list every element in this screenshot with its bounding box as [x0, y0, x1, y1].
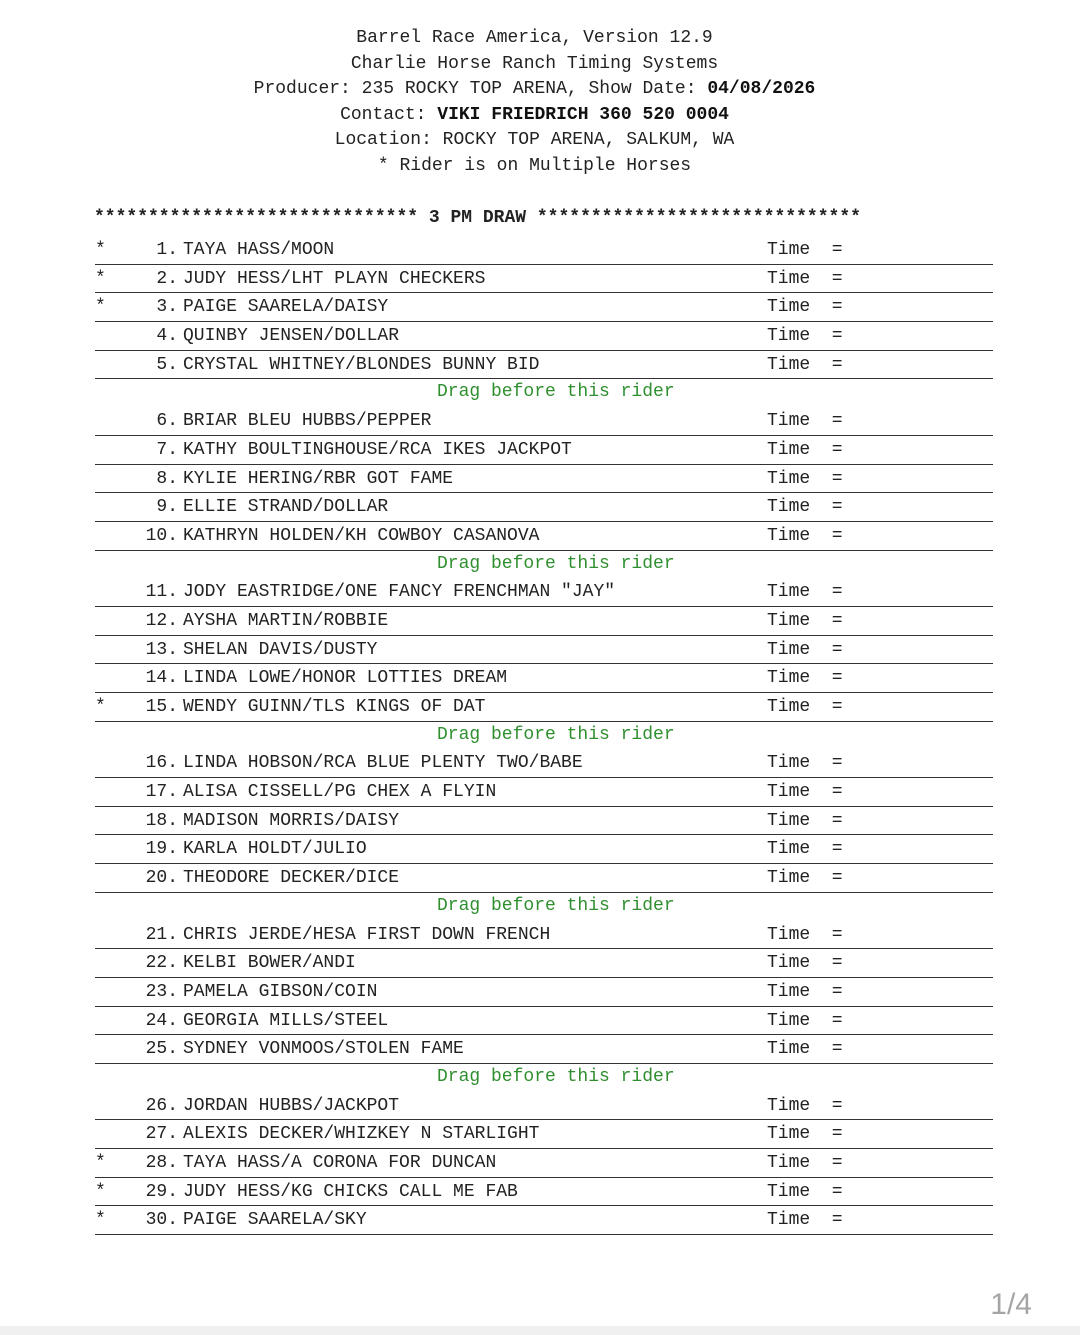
rider-number: 13. — [145, 639, 178, 660]
time-label: Time = — [767, 1124, 843, 1145]
drag-divider — [95, 1064, 993, 1092]
rider-horse-name: AYSHA MARTIN/ROBBIE — [183, 610, 389, 631]
rider-number: 10. — [145, 525, 178, 546]
time-label: Time = — [767, 868, 843, 889]
show-date: 04/08/2026 — [707, 79, 816, 100]
drag-label: Drag before this rider — [437, 724, 675, 745]
rider-number: 7. — [156, 439, 178, 460]
rider-horse-name: BRIAR BLEU HUBBS/PEPPER — [183, 411, 432, 432]
rider-row — [95, 835, 993, 864]
time-label: Time = — [767, 668, 843, 689]
rider-horse-name: KATHY BOULTINGHOUSE/RCA IKES JACKPOT — [183, 439, 572, 460]
rider-horse-name: TAYA HASS/MOON — [183, 240, 335, 260]
rider-number: 18. — [145, 810, 178, 831]
rider-row — [95, 978, 993, 1007]
rider-number: 23. — [145, 981, 178, 1002]
time-label: Time = — [767, 753, 843, 774]
rider-number: 15. — [145, 697, 178, 717]
rider-row — [95, 864, 993, 893]
multiple-horses-star: * — [95, 1153, 106, 1173]
time-label: Time = — [767, 497, 843, 518]
drag-divider — [95, 722, 993, 750]
rider-horse-name: JORDAN HUBBS/JACKPOT — [183, 1095, 400, 1116]
rider-row — [95, 293, 993, 322]
time-label: Time = — [767, 240, 843, 260]
drag-divider — [95, 551, 993, 579]
rider-number: 5. — [156, 354, 178, 375]
rider-row — [95, 949, 993, 978]
rider-row — [95, 778, 993, 807]
time-label: Time = — [767, 297, 843, 318]
rider-number: 4. — [156, 326, 178, 347]
time-label: Time = — [767, 639, 843, 660]
rider-horse-name: GEORGIA MILLS/STEEL — [183, 1010, 389, 1031]
rider-horse-name: PAMELA GIBSON/COIN — [183, 981, 378, 1002]
rider-row — [95, 749, 993, 778]
rider-horse-name: MADISON MORRIS/DAISY — [183, 810, 400, 831]
rider-number: 28. — [145, 1153, 178, 1173]
rider-row — [95, 921, 993, 950]
time-label: Time = — [767, 1010, 843, 1031]
time-label: Time = — [767, 953, 843, 974]
rider-row — [95, 1007, 993, 1036]
rider-row — [95, 664, 993, 693]
rider-horse-name: ALEXIS DECKER/WHIZKEY N STARLIGHT — [183, 1124, 540, 1145]
time-label: Time = — [767, 468, 843, 489]
rider-row — [95, 407, 993, 436]
rider-row — [95, 522, 993, 551]
rider-horse-name: PAIGE SAARELA/SKY — [183, 1210, 367, 1231]
rider-row — [95, 236, 993, 265]
rider-horse-name: ALISA CISSELL/PG CHEX A FLYIN — [183, 782, 497, 803]
rider-horse-name: QUINBY JENSEN/DOLLAR — [183, 326, 400, 347]
rider-horse-name: SYDNEY VONMOOS/STOLEN FAME — [183, 1039, 464, 1060]
rider-row — [95, 493, 993, 522]
rider-number: 16. — [145, 753, 178, 774]
draw-list — [95, 236, 993, 1235]
time-label: Time = — [767, 697, 843, 717]
time-label: Time = — [767, 610, 843, 631]
contact-label: Contact: — [340, 104, 438, 125]
rider-horse-name: SHELAN DAVIS/DUSTY — [183, 639, 378, 660]
rider-number: 24. — [145, 1010, 178, 1031]
rider-horse-name: CRYSTAL WHITNEY/BLONDES BUNNY BID — [183, 354, 540, 375]
multiple-horses-star: * — [95, 1210, 106, 1231]
rider-row — [95, 636, 993, 665]
bottom-bar — [0, 1326, 1080, 1335]
time-label: Time = — [767, 810, 843, 831]
rider-horse-name: WENDY GUINN/TLS KINGS OF DAT — [183, 697, 486, 717]
page-indicator: 1/4 — [990, 1288, 1032, 1321]
rider-horse-name: JUDY HESS/LHT PLAYN CHECKERS — [183, 268, 486, 289]
contact-line — [0, 103, 1069, 129]
time-label: Time = — [767, 326, 843, 347]
rider-horse-name: THEODORE DECKER/DICE — [183, 868, 400, 889]
rider-horse-name: KYLIE HERING/RBR GOT FAME — [183, 468, 454, 489]
rider-row — [95, 1120, 993, 1149]
time-label: Time = — [767, 1153, 843, 1173]
producer-line — [0, 77, 1069, 103]
time-label: Time = — [767, 582, 843, 603]
rider-horse-name: JUDY HESS/KG CHICKS CALL ME FAB — [183, 1181, 518, 1202]
rider-number: 12. — [145, 610, 178, 631]
time-label: Time = — [767, 1210, 843, 1231]
rider-number: 25. — [145, 1039, 178, 1060]
rider-number: 3. — [156, 297, 178, 318]
multiple-horses-star: * — [95, 240, 106, 260]
rider-horse-name: PAIGE SAARELA/DAISY — [183, 297, 389, 318]
time-label: Time = — [767, 1095, 843, 1116]
rider-horse-name: ELLIE STRAND/DOLLAR — [183, 497, 389, 518]
time-label: Time = — [767, 268, 843, 289]
rider-number: 20. — [145, 868, 178, 889]
multiple-horses-star: * — [95, 297, 106, 318]
rider-horse-name: KATHRYN HOLDEN/KH COWBOY CASANOVA — [183, 525, 540, 546]
drag-label: Drag before this rider — [437, 553, 675, 574]
rider-number: 22. — [145, 953, 178, 974]
contact-info: VIKI FRIEDRICH 360 520 0004 — [437, 104, 729, 125]
rider-row — [95, 693, 993, 722]
rider-row — [95, 265, 993, 294]
rider-number: 21. — [145, 924, 178, 945]
time-label: Time = — [767, 839, 843, 860]
rider-row — [95, 607, 993, 636]
draw-title: ****************************** 3 PM DRAW ****************************** — [94, 208, 861, 228]
producer-text: Producer: 235 ROCKY TOP ARENA, Show Date: — [253, 79, 708, 100]
rider-number: 9. — [156, 497, 178, 518]
time-label: Time = — [767, 782, 843, 803]
rider-horse-name: JODY EASTRIDGE/ONE FANCY FRENCHMAN "JAY" — [183, 582, 616, 603]
rider-number: 11. — [145, 582, 178, 603]
drag-label: Drag before this rider — [437, 1066, 675, 1087]
rider-row — [95, 436, 993, 465]
rider-horse-name: TAYA HASS/A CORONA FOR DUNCAN — [183, 1153, 497, 1173]
multiple-horses-star: * — [95, 268, 106, 289]
rider-number: 27. — [145, 1124, 178, 1145]
multiple-horses-star: * — [95, 1181, 106, 1202]
rider-number: 19. — [145, 839, 178, 860]
rider-horse-name: LINDA HOBSON/RCA BLUE PLENTY TWO/BABE — [183, 753, 583, 774]
location-line: Location: ROCKY TOP ARENA, SALKUM, WA — [334, 130, 735, 151]
rider-row — [95, 1206, 993, 1235]
time-label: Time = — [767, 924, 843, 945]
time-label: Time = — [767, 1181, 843, 1202]
drag-label: Drag before this rider — [437, 895, 675, 916]
rider-horse-name: KELBI BOWER/ANDI — [183, 953, 356, 974]
rider-row — [95, 1092, 993, 1121]
rider-number: 6. — [156, 411, 178, 432]
rider-number: 2. — [156, 268, 178, 289]
drag-label: Drag before this rider — [437, 382, 675, 403]
rider-row — [95, 465, 993, 494]
rider-horse-name: LINDA LOWE/HONOR LOTTIES DREAM — [183, 668, 508, 689]
rider-row — [95, 578, 993, 607]
time-label: Time = — [767, 411, 843, 432]
rider-number: 30. — [145, 1210, 178, 1231]
rider-horse-name: KARLA HOLDT/JULIO — [183, 839, 367, 860]
rider-row — [95, 322, 993, 351]
time-label: Time = — [767, 525, 843, 546]
rider-number: 14. — [145, 668, 178, 689]
time-label: Time = — [767, 981, 843, 1002]
rider-row — [95, 1035, 993, 1064]
rider-number: 8. — [156, 468, 178, 489]
document-header — [0, 26, 1069, 180]
rider-row — [95, 351, 993, 380]
rider-row — [95, 1178, 993, 1207]
time-label: Time = — [767, 439, 843, 460]
time-label: Time = — [767, 354, 843, 375]
rider-number: 29. — [145, 1181, 178, 1202]
rider-row — [95, 1149, 993, 1178]
drag-divider — [95, 379, 993, 407]
software-version: Barrel Race America, Version 12.9 — [356, 28, 713, 48]
timing-company: Charlie Horse Ranch Timing Systems — [350, 53, 719, 74]
drag-divider — [95, 893, 993, 921]
rider-number: 17. — [145, 782, 178, 803]
rider-row — [95, 807, 993, 836]
multiple-horses-star: * — [95, 697, 106, 717]
time-label: Time = — [767, 1039, 843, 1060]
rider-horse-name: CHRIS JERDE/HESA FIRST DOWN FRENCH — [183, 924, 551, 945]
rider-number: 1. — [156, 240, 178, 260]
rider-number: 26. — [145, 1095, 178, 1116]
multiple-horses-note: * Rider is on Multiple Horses — [377, 155, 692, 176]
